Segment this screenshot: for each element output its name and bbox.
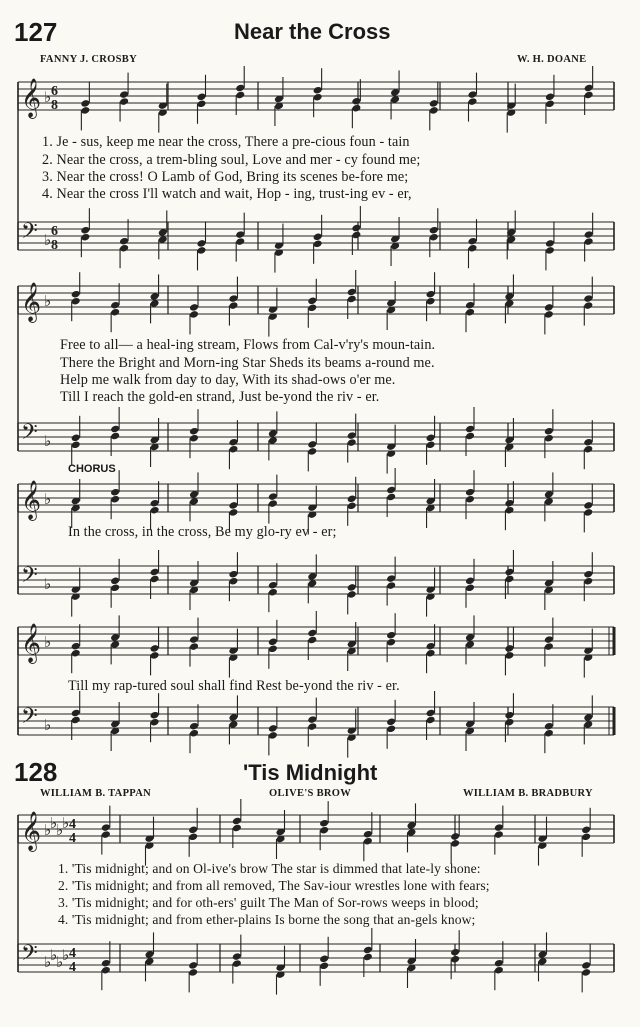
flat-icon: ♭ bbox=[44, 575, 52, 593]
time-signature: 6 bbox=[51, 224, 58, 239]
flat-icon: ♭ bbox=[44, 292, 52, 310]
flat-icon: ♭ bbox=[44, 953, 52, 971]
bass-clef-icon: 𝄢 bbox=[21, 420, 38, 450]
hymn-title: Near the Cross bbox=[234, 19, 391, 44]
chorus-line-1: In the cross, in the cross, Be my glo-ry ev - er; bbox=[68, 524, 337, 540]
chorus-label: CHORUS bbox=[68, 463, 116, 475]
bass-clef-icon: 𝄢 bbox=[21, 704, 38, 734]
flat-icon: ♭ bbox=[44, 633, 52, 651]
flat-icon: ♭ bbox=[44, 821, 52, 839]
hymn-composer: W. H. DOANE bbox=[517, 54, 587, 65]
hymn-number: 127 bbox=[14, 17, 58, 47]
bass-clef-icon: 𝄢 bbox=[21, 219, 38, 249]
flat-icon: ♭ bbox=[56, 821, 64, 839]
flat-icon: ♭ bbox=[62, 946, 70, 964]
time-signature: 8 bbox=[51, 238, 58, 253]
treble-clef-icon: 𝄞 bbox=[21, 623, 42, 663]
flat-icon: ♭ bbox=[44, 490, 52, 508]
flat-icon: ♭ bbox=[44, 88, 52, 106]
bass-clef-icon: 𝄢 bbox=[21, 563, 38, 593]
treble-clef-icon: 𝄞 bbox=[21, 480, 42, 520]
bass-clef-icon: 𝄢 bbox=[21, 941, 38, 971]
flat-icon: ♭ bbox=[44, 716, 52, 734]
verse-3-line-1: 3. Near the cross! O Lamb of God, Bring its scenes be-fore me; bbox=[42, 169, 409, 185]
verse-3-line-2: Help me walk from day to day, With its shad-ows o'er me. bbox=[60, 372, 396, 388]
verse-1-line-2: Free to all— a heal-ing stream, Flows from Cal-v'ry's moun-tain. bbox=[60, 337, 436, 353]
treble-clef-icon: 𝄞 bbox=[21, 78, 42, 118]
time-signature: 8 bbox=[51, 98, 58, 113]
flat-icon: ♭ bbox=[56, 953, 64, 971]
hymn2-verse-1: 1. 'Tis midnight; and on Ol-ive's brow The star is dimmed that late-ly shone: bbox=[58, 861, 481, 876]
hymn-tune-2: OLIVE'S BROW bbox=[269, 788, 352, 799]
hymn2-verse-2: 2. 'Tis midnight; and from all removed, The Sav-iour wrestles lone with fears; bbox=[58, 878, 490, 893]
treble-clef-icon: 𝄞 bbox=[21, 282, 42, 322]
flat-icon: ♭ bbox=[62, 814, 70, 832]
hymn-author: FANNY J. CROSBY bbox=[40, 54, 137, 65]
flat-icon: ♭ bbox=[44, 231, 52, 249]
time-signature: 4 bbox=[69, 817, 76, 832]
flat-icon: ♭ bbox=[50, 814, 58, 832]
hymn-title-2: 'Tis Midnight bbox=[243, 760, 378, 785]
hymn2-verse-4: 4. 'Tis midnight; and from ether-plains Is borne the song that an-gels know; bbox=[58, 912, 476, 927]
hymn-author-2: WILLIAM B. TAPPAN bbox=[40, 788, 151, 799]
flat-icon: ♭ bbox=[44, 432, 52, 450]
hymn-composer-2: WILLIAM B. BRADBURY bbox=[463, 788, 593, 799]
chorus-line-2: Till my rap-tured soul shall find Rest be-yond the riv - er. bbox=[68, 678, 400, 694]
flat-icon: ♭ bbox=[50, 946, 58, 964]
verse-2-line-1: 2. Near the cross, a trem-bling soul, Love and mer - cy found me; bbox=[42, 152, 421, 168]
time-signature: 4 bbox=[69, 946, 76, 961]
hymn2-verse-3: 3. 'Tis midnight; and for oth-ers' guilt The Man of Sor-rows weeps in blood; bbox=[58, 895, 479, 910]
treble-clef-icon: 𝄞 bbox=[21, 811, 42, 851]
verse-4-line-2: Till I reach the gold-en strand, Just be-yond the riv - er. bbox=[60, 389, 380, 405]
verse-1-line-1: 1. Je - sus, keep me near the cross, There a pre-cious foun - tain bbox=[42, 134, 410, 150]
time-signature: 4 bbox=[69, 831, 76, 846]
time-signature: 4 bbox=[69, 960, 76, 975]
hymn-number-2: 128 bbox=[14, 757, 58, 787]
time-signature: 6 bbox=[51, 84, 58, 99]
verse-2-line-2: There the Bright and Morn-ing Star Sheds its beams a-round me. bbox=[60, 355, 435, 371]
verse-4-line-1: 4. Near the cross I'll watch and wait, Hop - ing, trust-ing ev - er, bbox=[42, 186, 412, 202]
